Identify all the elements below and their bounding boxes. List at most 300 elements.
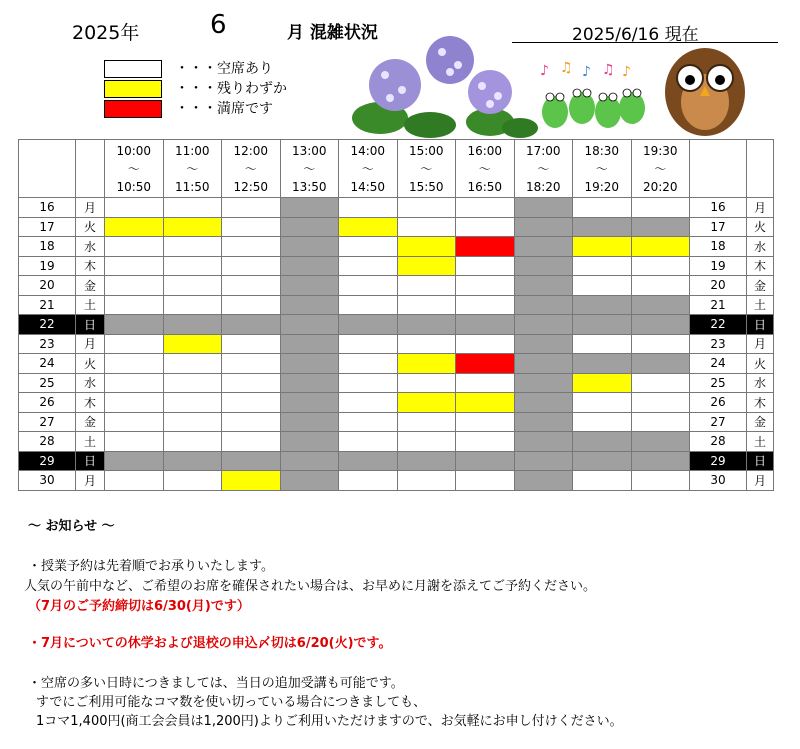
availability-cell: [339, 471, 398, 491]
availability-cell: [339, 432, 398, 452]
weekday-cell: 土: [76, 295, 105, 315]
time-slot-start: 11:00: [174, 143, 210, 158]
date-cell: 28: [19, 432, 76, 452]
availability-cell: [339, 256, 398, 276]
availability-cell: [280, 373, 339, 393]
availability-cell: [397, 334, 456, 354]
availability-cell: [397, 276, 456, 296]
table-row: [19, 432, 774, 452]
availability-cell: [631, 256, 690, 276]
legend-swatch-full: [104, 100, 162, 118]
time-slot-end: 12:50: [233, 179, 269, 194]
weekday-cell-right: 木: [747, 256, 774, 276]
time-slot-start: 10:00: [116, 143, 152, 158]
availability-cell: [105, 393, 164, 413]
date-cell: 22: [19, 315, 76, 335]
date-cell-right: 29: [690, 451, 747, 471]
availability-cell: [163, 354, 222, 374]
time-slot-end: 15:50: [408, 179, 444, 194]
availability-cell: [397, 354, 456, 374]
time-slot-header: [222, 140, 281, 198]
availability-cell: [514, 315, 573, 335]
availability-cell: [280, 393, 339, 413]
legend-swatch-few: [104, 80, 162, 98]
hydrangea-leaves-icon: [352, 102, 538, 138]
date-cell-right: 25: [690, 373, 747, 393]
availability-cell: [514, 471, 573, 491]
availability-cell: [573, 471, 632, 491]
date-cell-right: 26: [690, 393, 747, 413]
time-slot-sep: 〜: [186, 161, 199, 176]
availability-cell: [222, 256, 281, 276]
svg-text:♪: ♪: [622, 64, 631, 80]
availability-cell: [222, 471, 281, 491]
availability-cell: [514, 256, 573, 276]
availability-cell: [339, 237, 398, 257]
availability-cell: [631, 334, 690, 354]
svg-text:♪: ♪: [540, 63, 549, 79]
weekday-cell-right: 土: [747, 432, 774, 452]
date-cell-right: 21: [690, 295, 747, 315]
date-cell-right: 24: [690, 354, 747, 374]
availability-cell: [573, 198, 632, 218]
header-dow-blank: [76, 140, 105, 198]
availability-cell: [631, 451, 690, 471]
availability-cell: [456, 198, 515, 218]
date-cell: 29: [19, 451, 76, 471]
time-slot-sep: 〜: [478, 161, 491, 176]
weekday-cell: 日: [76, 315, 105, 335]
availability-cell: [105, 276, 164, 296]
availability-cell: [456, 217, 515, 237]
as-of-date: 2025/6/16 現在: [572, 25, 699, 45]
availability-cell: [514, 276, 573, 296]
svg-text:♫: ♫: [602, 62, 615, 78]
music-notes-icon: [540, 60, 631, 80]
availability-cell: [397, 373, 456, 393]
availability-cell: [456, 373, 515, 393]
availability-cell: [222, 198, 281, 218]
title-month-label: 月 混雑状況: [287, 23, 378, 43]
weekday-cell-right: 土: [747, 295, 774, 315]
notice-july-deadline: （7月のご予約締切は6/30(月)です）: [28, 599, 250, 614]
date-cell-right: 28: [690, 432, 747, 452]
availability-cell: [397, 315, 456, 335]
date-cell-right: 23: [690, 334, 747, 354]
time-slot-end: 18:20: [525, 179, 561, 194]
availability-cell: [397, 471, 456, 491]
date-cell: 27: [19, 412, 76, 432]
availability-cell: [573, 334, 632, 354]
time-slot-start: 18:30: [584, 143, 620, 158]
date-cell-right: 22: [690, 315, 747, 335]
availability-cell: [631, 393, 690, 413]
availability-cell: [105, 334, 164, 354]
date-cell-right: 19: [690, 256, 747, 276]
date-cell: 30: [19, 471, 76, 491]
availability-cell: [339, 412, 398, 432]
availability-cell: [163, 471, 222, 491]
date-cell-right: 20: [690, 276, 747, 296]
notice-withdrawal-deadline: ・7月についての休学および退校の申込〆切は6/20(火)です。: [28, 636, 392, 651]
availability-cell: [631, 276, 690, 296]
availability-cell: [631, 295, 690, 315]
time-slot-end: 16:50: [467, 179, 503, 194]
table-row: [19, 276, 774, 296]
availability-cell: [397, 198, 456, 218]
notice-extra-fee: 1コマ1,400円(商工会会員は1,200円)よりご利用いただけますので、お気軽にお申し付けください。: [36, 714, 623, 729]
owl-icon: [665, 48, 745, 136]
table-row: [19, 237, 774, 257]
weekday-cell: 月: [76, 471, 105, 491]
availability-cell: [339, 373, 398, 393]
date-cell: 25: [19, 373, 76, 393]
availability-cell: [163, 432, 222, 452]
availability-cell: [573, 451, 632, 471]
weekday-cell-right: 水: [747, 373, 774, 393]
weekday-cell: 月: [76, 198, 105, 218]
availability-cell: [222, 276, 281, 296]
legend-swatch-available: [104, 60, 162, 78]
availability-cell: [280, 237, 339, 257]
weekday-cell-right: 日: [747, 451, 774, 471]
header-dow-blank-right: [747, 140, 774, 198]
weekday-cell: 水: [76, 373, 105, 393]
availability-cell: [573, 256, 632, 276]
availability-cell: [631, 217, 690, 237]
weekday-cell: 月: [76, 334, 105, 354]
availability-cell: [280, 412, 339, 432]
time-slot-start: 13:00: [291, 143, 327, 158]
availability-cell: [163, 237, 222, 257]
time-slot-header: [339, 140, 398, 198]
availability-cell: [573, 354, 632, 374]
availability-cell: [163, 334, 222, 354]
weekday-cell: 金: [76, 276, 105, 296]
availability-cell: [105, 451, 164, 471]
availability-cell: [573, 315, 632, 335]
availability-cell: [222, 237, 281, 257]
availability-cell: [280, 198, 339, 218]
time-slot-end: 19:20: [584, 179, 620, 194]
weekday-cell-right: 金: [747, 412, 774, 432]
availability-cell: [222, 432, 281, 452]
availability-cell: [456, 256, 515, 276]
availability-cell: [573, 217, 632, 237]
time-slot-header: [280, 140, 339, 198]
table-row: [19, 412, 774, 432]
time-slot-sep: 〜: [127, 161, 140, 176]
svg-text:♫: ♫: [560, 60, 573, 76]
weekday-cell: 火: [76, 217, 105, 237]
availability-cell: [514, 334, 573, 354]
availability-cell: [280, 256, 339, 276]
weekday-cell-right: 火: [747, 217, 774, 237]
date-cell: 21: [19, 295, 76, 315]
decorative-illustration: [350, 30, 750, 138]
availability-cell: [163, 451, 222, 471]
weekday-cell: 木: [76, 393, 105, 413]
availability-cell: [397, 237, 456, 257]
time-slot-header: [456, 140, 515, 198]
availability-cell: [573, 237, 632, 257]
table-row: [19, 315, 774, 335]
availability-cell: [339, 451, 398, 471]
availability-cell: [339, 276, 398, 296]
date-cell: 20: [19, 276, 76, 296]
availability-cell: [105, 237, 164, 257]
availability-cell: [105, 256, 164, 276]
table-row: [19, 295, 774, 315]
availability-cell: [105, 354, 164, 374]
availability-cell: [163, 315, 222, 335]
time-slot-header: [573, 140, 632, 198]
availability-cell: [514, 217, 573, 237]
title-month-number: 6: [210, 10, 227, 40]
availability-cell: [222, 295, 281, 315]
weekday-cell-right: 金: [747, 276, 774, 296]
availability-cell: [339, 217, 398, 237]
time-slot-start: 19:30: [642, 143, 678, 158]
availability-cell: [105, 373, 164, 393]
date-cell: 17: [19, 217, 76, 237]
frogs-icon: [542, 89, 645, 128]
availability-cell: [339, 354, 398, 374]
time-slot-header: [105, 140, 164, 198]
availability-cell: [456, 276, 515, 296]
availability-cell: [397, 451, 456, 471]
availability-cell: [631, 315, 690, 335]
time-slot-header: [163, 140, 222, 198]
availability-cell: [456, 237, 515, 257]
availability-cell: [105, 471, 164, 491]
availability-cell: [339, 295, 398, 315]
time-slot-sep: 〜: [420, 161, 433, 176]
weekday-cell-right: 月: [747, 198, 774, 218]
availability-cell: [163, 373, 222, 393]
header-date-blank: [19, 140, 76, 198]
availability-cell: [339, 315, 398, 335]
table-row: [19, 373, 774, 393]
availability-cell: [456, 295, 515, 315]
availability-cell: [280, 217, 339, 237]
availability-cell: [514, 451, 573, 471]
availability-cell: [573, 295, 632, 315]
availability-cell: [514, 237, 573, 257]
availability-cell: [631, 432, 690, 452]
availability-cell: [280, 451, 339, 471]
availability-cell: [163, 198, 222, 218]
hydrangea-flowers-icon: [369, 36, 512, 114]
time-slot-end: 14:50: [350, 179, 386, 194]
weekday-cell: 火: [76, 354, 105, 374]
time-slot-start: 17:00: [525, 143, 561, 158]
time-slot-end: 11:50: [174, 179, 210, 194]
time-slot-header: [631, 140, 690, 198]
date-cell: 19: [19, 256, 76, 276]
availability-cell: [105, 412, 164, 432]
time-slot-sep: 〜: [303, 161, 316, 176]
availability-cell: [397, 256, 456, 276]
availability-cell: [397, 295, 456, 315]
availability-cell: [631, 373, 690, 393]
availability-cell: [514, 198, 573, 218]
availability-cell: [222, 393, 281, 413]
time-slot-start: 15:00: [408, 143, 444, 158]
date-cell-right: 27: [690, 412, 747, 432]
availability-cell: [280, 432, 339, 452]
svg-text:♪: ♪: [582, 64, 591, 80]
time-slot-sep: 〜: [361, 161, 374, 176]
weekday-cell-right: 火: [747, 354, 774, 374]
availability-cell: [631, 471, 690, 491]
availability-cell: [163, 295, 222, 315]
notice-used-up-slots: すでにご利用可能なコマ数を使い切っている場合につきましても、: [36, 695, 427, 710]
availability-cell: [222, 315, 281, 335]
table-row: [19, 451, 774, 471]
table-row: [19, 393, 774, 413]
availability-cell: [573, 412, 632, 432]
availability-cell: [280, 354, 339, 374]
date-cell-right: 18: [690, 237, 747, 257]
availability-cell: [397, 217, 456, 237]
table-row: [19, 471, 774, 491]
availability-table-body: [19, 198, 774, 491]
availability-cell: [105, 432, 164, 452]
time-slot-sep: 〜: [595, 161, 608, 176]
availability-cell: [631, 198, 690, 218]
availability-cell: [280, 471, 339, 491]
availability-cell: [456, 432, 515, 452]
date-cell: 16: [19, 198, 76, 218]
table-row: [19, 217, 774, 237]
time-slot-sep: 〜: [654, 161, 667, 176]
availability-cell: [456, 334, 515, 354]
legend-label-available: ・・・空席あり: [175, 61, 273, 77]
availability-cell: [573, 373, 632, 393]
availability-cell: [631, 237, 690, 257]
availability-cell: [105, 295, 164, 315]
weekday-cell-right: 木: [747, 393, 774, 413]
time-slot-header: [514, 140, 573, 198]
availability-cell: [514, 432, 573, 452]
weekday-cell: 金: [76, 412, 105, 432]
time-slot-start: 16:00: [467, 143, 503, 158]
availability-cell: [631, 354, 690, 374]
title-year: 2025年: [72, 22, 140, 44]
availability-cell: [105, 198, 164, 218]
availability-cell: [280, 315, 339, 335]
availability-cell: [163, 217, 222, 237]
header-date-blank-right: [690, 140, 747, 198]
weekday-cell: 木: [76, 256, 105, 276]
availability-table: [18, 139, 774, 491]
time-slot-end: 13:50: [291, 179, 327, 194]
table-row: [19, 354, 774, 374]
notice-same-day-attendance: ・空席の多い日時につきましては、当日の追加受講も可能です。: [28, 676, 404, 691]
availability-cell: [222, 451, 281, 471]
availability-cell: [105, 217, 164, 237]
availability-cell: [163, 393, 222, 413]
date-cell-right: 30: [690, 471, 747, 491]
availability-cell: [280, 295, 339, 315]
availability-cell: [163, 256, 222, 276]
time-slot-sep: 〜: [537, 161, 550, 176]
weekday-cell-right: 月: [747, 334, 774, 354]
weekday-cell: 水: [76, 237, 105, 257]
time-slot-start: 12:00: [233, 143, 269, 158]
weekday-cell-right: 月: [747, 471, 774, 491]
table-row: [19, 256, 774, 276]
notice-reservation-order: ・授業予約は先着順でお承りいたします。: [28, 559, 274, 574]
availability-cell: [456, 393, 515, 413]
availability-cell: [514, 412, 573, 432]
availability-cell: [222, 354, 281, 374]
weekday-cell: 日: [76, 451, 105, 471]
availability-cell: [456, 412, 515, 432]
availability-cell: [514, 373, 573, 393]
table-row: [19, 334, 774, 354]
availability-cell: [397, 412, 456, 432]
availability-cell: [573, 432, 632, 452]
availability-cell: [163, 276, 222, 296]
legend-label-few: ・・・残りわずか: [175, 81, 287, 97]
availability-cell: [222, 334, 281, 354]
notice-early-reservation: 人気の午前中など、ご希望のお席を確保されたい場合は、お早めに月謝を添えてご予約ください。: [24, 579, 597, 594]
weekday-cell: 土: [76, 432, 105, 452]
date-cell: 18: [19, 237, 76, 257]
date-cell: 26: [19, 393, 76, 413]
availability-cell: [163, 412, 222, 432]
time-slot-sep: 〜: [244, 161, 257, 176]
availability-cell: [397, 432, 456, 452]
table-row: [19, 198, 774, 218]
time-slot-header: [397, 140, 456, 198]
weekday-cell-right: 水: [747, 237, 774, 257]
availability-cell: [105, 315, 164, 335]
time-slot-start: 14:00: [350, 143, 386, 158]
availability-cell: [222, 217, 281, 237]
legend-label-full: ・・・満席です: [175, 101, 273, 117]
availability-cell: [456, 354, 515, 374]
availability-cell: [339, 393, 398, 413]
time-slot-end: 10:50: [116, 179, 152, 194]
availability-cell: [280, 276, 339, 296]
availability-cell: [514, 295, 573, 315]
date-cell: 24: [19, 354, 76, 374]
availability-cell: [222, 373, 281, 393]
date-cell-right: 16: [690, 198, 747, 218]
availability-cell: [514, 354, 573, 374]
time-slot-end: 20:20: [642, 179, 678, 194]
availability-cell: [456, 315, 515, 335]
availability-cell: [456, 471, 515, 491]
availability-cell: [456, 451, 515, 471]
availability-cell: [573, 393, 632, 413]
time-slot-header-row: [19, 140, 774, 198]
date-cell: 23: [19, 334, 76, 354]
weekday-cell-right: 日: [747, 315, 774, 335]
availability-cell: [514, 393, 573, 413]
availability-cell: [222, 412, 281, 432]
date-cell-right: 17: [690, 217, 747, 237]
availability-cell: [573, 276, 632, 296]
availability-cell: [339, 334, 398, 354]
availability-cell: [631, 412, 690, 432]
availability-cell: [280, 334, 339, 354]
availability-cell: [397, 393, 456, 413]
availability-cell: [339, 198, 398, 218]
